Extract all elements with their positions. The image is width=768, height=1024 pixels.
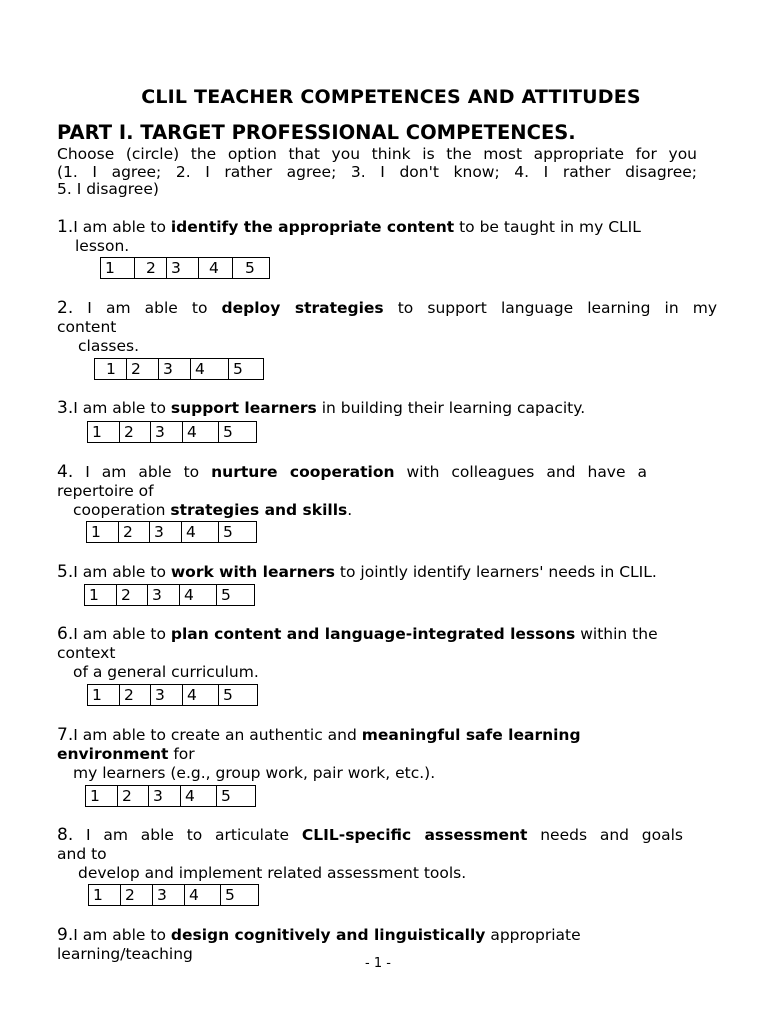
rating-option-4[interactable]: 4 — [183, 685, 219, 705]
rating-option-1[interactable]: 1 — [86, 786, 118, 806]
question-key-phrase: strategies and skills — [170, 501, 348, 519]
question-number: 8. — [57, 825, 74, 845]
rating-option-4[interactable]: 4 — [180, 585, 217, 605]
rating-option-3[interactable]: 3 — [148, 585, 180, 605]
question-number: 4. — [57, 462, 74, 482]
rating-option-4[interactable]: 4 — [199, 258, 233, 278]
question-8: 8. I am able to articulate CLIL-specific assessment needs and goals and to develop and implement related assessment tools. — [57, 825, 683, 882]
question-5: 5.I am able to work with learners to jointly identify learners' needs in CLIL. — [57, 562, 657, 582]
question-key-phrase: identify the appropriate content — [170, 218, 455, 236]
instructions — [57, 146, 697, 199]
instructions-line-1: Choose (circle) the option that you think is the most appropriate for you — [57, 145, 697, 163]
rating-scale-3 — [87, 421, 257, 443]
rating-option-5[interactable]: 5 — [245, 259, 255, 277]
rating-option-3[interactable]: 3 — [159, 359, 191, 379]
question-7: 7.I am able to create an authentic and meaningful safe learning environment for my learners (e.g., group work, pair work, etc.). — [57, 725, 581, 782]
rating-option-3[interactable]: 3 — [151, 685, 183, 705]
rating-option-2[interactable]: 2 — [127, 359, 159, 379]
question-6: 6.I am able to plan content and language-integrated lessons within the context of a general curriculum. — [57, 624, 658, 681]
question-number: 1. — [57, 217, 74, 237]
rating-option-2[interactable]: 2 — [120, 422, 151, 442]
question-number: 9. — [57, 925, 74, 945]
question-number: 7. — [57, 725, 74, 745]
question-key-phrase: nurture cooperation — [211, 463, 395, 481]
rating-option-3[interactable]: 3 — [167, 258, 199, 278]
rating-option-1[interactable]: 1 — [101, 258, 135, 278]
rating-option-2[interactable]: 2 — [118, 786, 149, 806]
rating-option-3[interactable]: 3 — [153, 885, 185, 905]
rating-option-5[interactable]: 5 — [223, 423, 233, 441]
rating-option-4[interactable]: 4 — [181, 786, 217, 806]
question-1: 1.I am able to identify the appropriate content to be taught in my CLIL lesson. — [57, 217, 641, 255]
rating-option-2[interactable]: 2 — [121, 885, 153, 905]
question-3: 3.I am able to support learners in building their learning capacity. — [57, 398, 586, 418]
rating-scale-8 — [88, 884, 259, 906]
question-number: 3. — [57, 398, 74, 418]
rating-option-4[interactable]: 4 — [182, 522, 219, 542]
question-key-phrase: plan content and language-integrated lessons — [170, 625, 576, 643]
page-number: - 1 - — [365, 956, 391, 971]
rating-option-1[interactable]: 1 — [89, 885, 121, 905]
question-key-phrase: deploy strategies — [221, 299, 384, 317]
rating-option-1[interactable]: 1 — [95, 359, 127, 379]
rating-option-5[interactable]: 5 — [225, 886, 235, 904]
rating-option-1[interactable]: 1 — [88, 422, 120, 442]
rating-option-2[interactable]: 2 — [120, 685, 151, 705]
question-key-phrase: CLIL-specific assessment — [301, 826, 528, 844]
rating-scale-2 — [94, 358, 264, 380]
rating-option-1[interactable]: 1 — [88, 685, 120, 705]
question-key-phrase: support learners — [170, 399, 317, 417]
instructions-line-2: (1. I agree; 2. I rather agree; 3. I don't know; 4. I rather disagree; — [57, 162, 697, 181]
rating-option-2[interactable]: 2 — [117, 585, 148, 605]
question-4: 4. I am able to nurture cooperation with colleagues and have a repertoire of cooperation strategies and skills. — [57, 462, 648, 519]
rating-option-5[interactable]: 5 — [221, 787, 231, 805]
part-heading: PART I. TARGET PROFESSIONAL COMPETENCES. — [57, 121, 576, 144]
rating-option-2[interactable]: 2 — [135, 258, 167, 278]
question-key-phrase: work with learners — [170, 563, 335, 581]
question-2: 2. I am able to deploy strategies to support language learning in my content classes. — [57, 298, 717, 355]
question-number: 6. — [57, 624, 74, 644]
rating-option-5[interactable]: 5 — [221, 586, 231, 604]
question-key-phrase: meaningful safe learning — [361, 726, 581, 744]
rating-scale-7 — [85, 785, 256, 807]
rating-option-1[interactable]: 1 — [87, 522, 119, 542]
rating-option-3[interactable]: 3 — [151, 422, 183, 442]
question-key-phrase: design cognitively and linguistically — [170, 926, 486, 944]
rating-option-2[interactable]: 2 — [119, 522, 150, 542]
rating-option-5[interactable]: 5 — [233, 360, 243, 378]
rating-scale-4 — [86, 521, 257, 543]
question-number: 5. — [57, 562, 74, 582]
rating-option-1[interactable]: 1 — [85, 585, 117, 605]
rating-scale-1 — [100, 257, 270, 279]
rating-option-4[interactable]: 4 — [185, 885, 221, 905]
rating-option-4[interactable]: 4 — [183, 422, 219, 442]
rating-option-5[interactable]: 5 — [223, 523, 233, 541]
rating-option-3[interactable]: 3 — [150, 522, 182, 542]
question-key-phrase: environment — [57, 745, 169, 763]
instructions-line-3: 5. I disagree) — [57, 180, 159, 198]
rating-option-4[interactable]: 4 — [191, 359, 229, 379]
rating-option-5[interactable]: 5 — [223, 686, 233, 704]
rating-scale-6 — [87, 684, 258, 706]
rating-scale-5 — [84, 584, 255, 606]
document-title: CLIL TEACHER COMPETENCES AND ATTITUDES — [141, 86, 641, 108]
rating-option-3[interactable]: 3 — [149, 786, 181, 806]
question-number: 2. — [57, 298, 74, 318]
question-9: 9.I am able to design cognitively and linguistically appropriate learning/teaching — [57, 925, 581, 963]
